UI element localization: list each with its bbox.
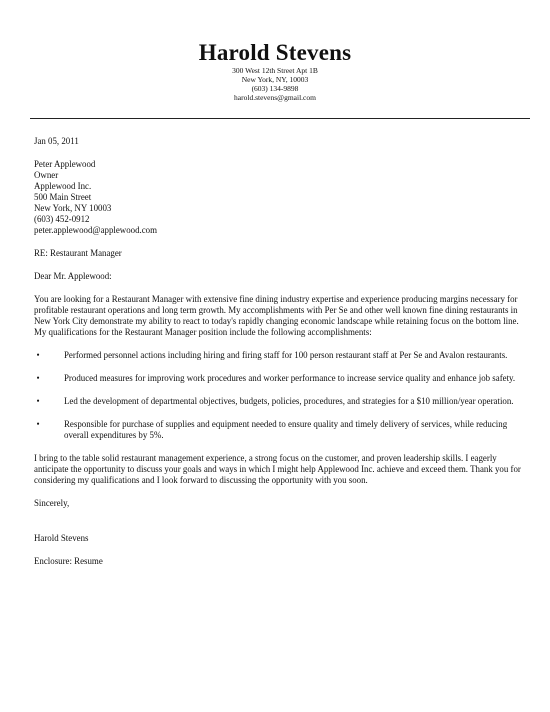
list-item (34, 373, 522, 384)
sender-name: Harold Stevens (198, 40, 352, 65)
list-item (34, 419, 522, 441)
accomplishments-list (34, 350, 522, 441)
recipient-block (34, 159, 522, 236)
signature-name: Harold Stevens (34, 533, 89, 543)
recipient-city: New York, NY 10003 (34, 203, 112, 213)
list-item (34, 350, 522, 361)
closing-paragraph: I bring to the table solid restaurant management experience, a strong focus on the customer, and proven leadership skills. I eagerly anticipate the opportunity to discuss your goals and ways in which I might help Applewood Inc. achieve and exceed them. Thank you for considering my qualifications and I look forward to discussing the opportunity with you soon. (34, 453, 521, 485)
bullet-icon: • (36, 419, 40, 429)
bullet-icon: • (36, 373, 40, 383)
sender-address-line1: 300 West 12th Street Apt 1B (232, 66, 318, 75)
re-line: RE: Restaurant Manager (34, 248, 122, 258)
bullet-icon: • (36, 350, 40, 360)
list-item-text: Led the development of departmental objectives, budgets, policies, procedures, and strategies for a $10 million/year operation. (64, 396, 514, 406)
recipient-email: peter.applewood@applewood.com (34, 225, 158, 235)
sender-address-line2: New York, NY, 10003 (241, 75, 309, 84)
header-divider (30, 118, 530, 119)
list-item-text: Responsible for purchase of supplies and equipment needed to ensure quality and timely delivery of services, while reducing overall expenditures by 5%. (64, 419, 508, 440)
letterhead (0, 40, 550, 102)
sender-phone: (603) 134-9898 (251, 84, 299, 93)
recipient-company: Applewood Inc. (34, 181, 92, 191)
salutation: Dear Mr. Applewood: (34, 271, 112, 281)
letter-date: Jan 05, 2011 (34, 136, 79, 146)
sign-off: Sincerely, (34, 498, 70, 508)
list-item (34, 396, 522, 407)
recipient-name: Peter Applewood (34, 159, 96, 169)
intro-paragraph: You are looking for a Restaurant Manager with extensive fine dining industry expertise and experience producing margins necessary for profitable restaurant operations and long term growth. My accomplishments with Per Se and other well known fine dining restaurants in New York City demonstrate my ability to react to today's rapidly changing economic landscape while retaining focus on the bottom line. My qualifications for the Restaurant Manager position include the following accomplishments: (34, 294, 519, 337)
sender-email: harold.stevens@gmail.com (234, 93, 316, 102)
list-item-text: Produced measures for improving work procedures and worker performance to increase service quality and enhance job safety. (64, 373, 516, 383)
letter-body (34, 136, 522, 567)
recipient-street: 500 Main Street (34, 192, 92, 202)
recipient-phone: (603) 452-0912 (34, 214, 90, 224)
bullet-icon: • (36, 396, 40, 406)
enclosure-note: Enclosure: Resume (34, 556, 103, 566)
list-item-text: Performed personnel actions including hiring and firing staff for 100 person restaurant staff at Per Se and Avalon restaurants. (64, 350, 508, 360)
recipient-title: Owner (34, 170, 59, 180)
